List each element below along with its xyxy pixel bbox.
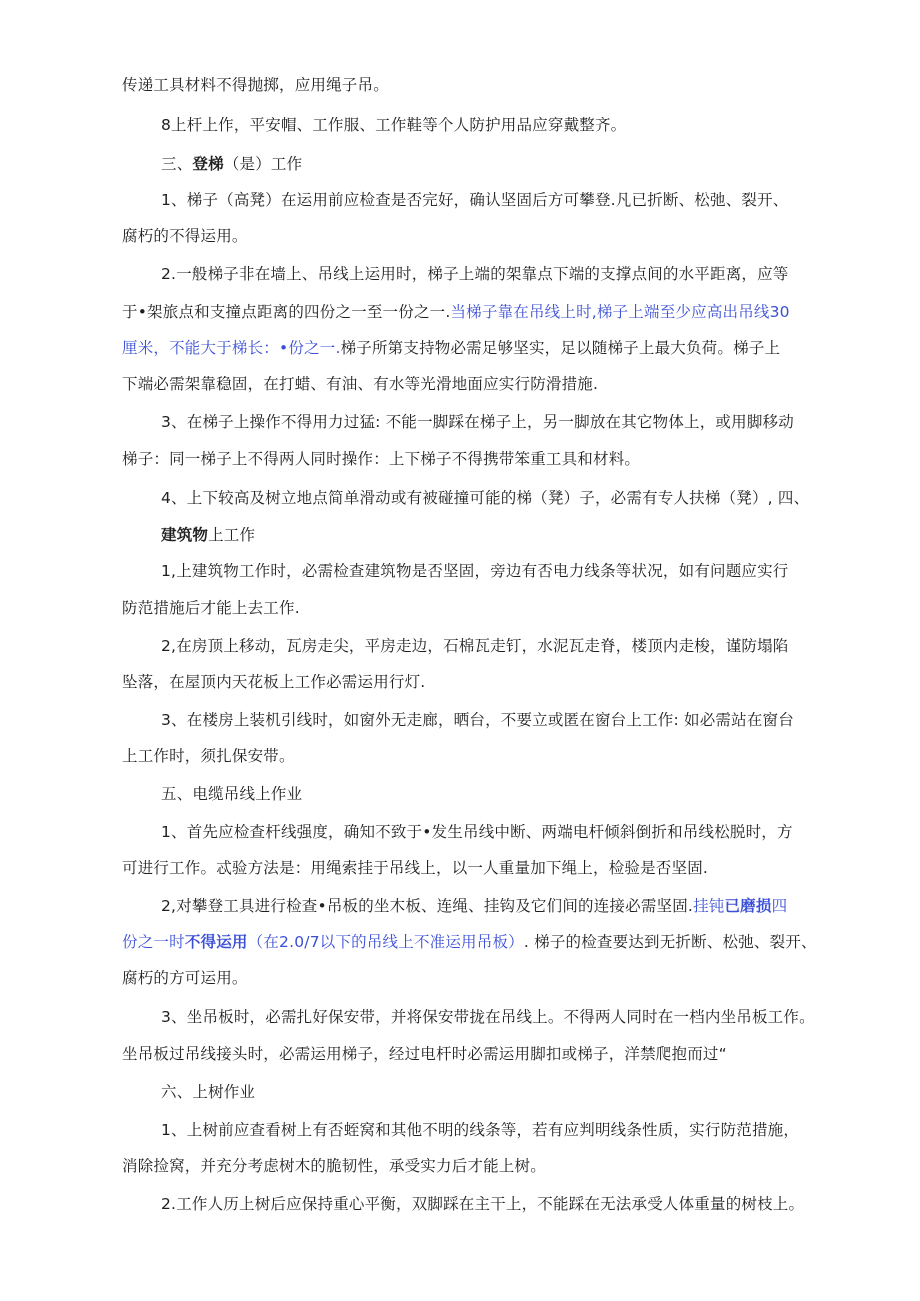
text-line (122, 74, 389, 96)
bold-text: 登梯 (192, 155, 224, 173)
text-line (122, 967, 248, 989)
text-line (122, 745, 295, 767)
text-span: 下端必需架靠稳固，在打蜡、有油、有水等光滑地面应实行防滑措施. (122, 375, 599, 393)
text-span: 六、上树作业 (161, 1083, 256, 1101)
text-span: 2.工作人历上树后应保持重心平衡，双脚踩在主干上，不能踩在无法承受人体重量的树枝上。 (161, 1195, 805, 1213)
bold-text: 建筑物 (161, 526, 209, 544)
text-line (161, 709, 794, 731)
highlight-text: 厘米，不能大于梯长：•份之一. (122, 339, 341, 357)
text-span: 2.一般梯子非在墙上、吊线上运用时，梯子上端的架靠点下端的支撑点间的水平距离，应等 (161, 265, 789, 283)
text-span: 传递工具材料不得抛掷，应用绳子吊。 (122, 76, 389, 94)
highlight-bold-text: 已磨损 (724, 897, 772, 915)
highlight-bold-text: 不得运用 (184, 933, 248, 951)
text-span: 梯子：同一梯子上不得两人同时操作：上下梯子不得携带笨重工具和材料。 (122, 450, 641, 468)
text-line (161, 411, 794, 433)
text-line (161, 487, 809, 509)
text-line (122, 448, 640, 470)
text-span: 梯子所第支持物必需足够坚实，足以随梯子上最大负荷。梯子上 (340, 339, 781, 357)
text-span: 上工作时，须扎保安带。 (122, 747, 295, 765)
section-heading (161, 783, 302, 805)
text-line (122, 857, 708, 879)
text-span: 上工作 (208, 526, 256, 544)
text-line (161, 635, 789, 657)
text-span: 于•架旅点和支撞点距离的四份之一至一份之一. (122, 303, 451, 321)
text-line (161, 1193, 804, 1215)
highlight-text: 份之一时 (122, 933, 185, 951)
text-line (161, 560, 789, 582)
text-line (161, 114, 626, 136)
text-span: 五、电缆吊线上作业 (161, 785, 303, 803)
text-span: 8上杆上作，平安帽、工作服、工作鞋等个人防护用品应穿戴整齐。 (161, 116, 627, 134)
text-line (122, 1043, 727, 1065)
text-span: 三、 (161, 155, 193, 173)
text-span: 3、坐吊板时，必需扎好保安带，并将保安带拢在吊线上。不得两人同时在一档内坐吊板工作。 (161, 1008, 815, 1026)
text-line (161, 1006, 815, 1028)
text-line (122, 931, 817, 953)
text-line (122, 225, 248, 247)
text-line (122, 301, 790, 323)
text-span: 腐朽的方可运用。 (122, 969, 248, 987)
text-span: 防范措施后才能上去工作. (122, 599, 300, 617)
text-span: 可进行工作。忒验方法是：用绳索挂于吊线上，以一人重量加下绳上，检验是否坚固. (122, 859, 709, 877)
text-span: 坠落，在屋顶内天花板上工作必需运用行灯. (122, 673, 426, 691)
text-span: 1,上建筑物工作时，必需检查建筑物是否坚固，旁边有否电力线条等状况，如有问题应实行 (161, 562, 789, 580)
text-span: 1、首先应检查杆线强度，确知不致于•发生吊线中断、两端电杆倾斜倒折和吊线松脱时，方 (161, 823, 793, 841)
highlight-text: 挂钝 (693, 897, 725, 915)
text-span: . 梯子的检查要达到无折断、松弛、裂开、 (523, 933, 817, 951)
section-heading (161, 1081, 255, 1103)
text-line (122, 337, 780, 359)
highlight-text: （在2.0/7以下的吊线上不准运用吊板） (247, 933, 524, 951)
text-line (122, 671, 425, 693)
text-span: 1、梯子（高凳）在运用前应检查是否完好，确认坚固后方可攀登.凡已折断、松弛、裂开、 (161, 191, 789, 209)
text-line (161, 821, 793, 843)
text-span: 3、在梯子上操作不得用力过猛: 不能一脚踩在梯子上，另一脚放在其它物体上，或用脚移动 (161, 413, 794, 431)
highlight-text: 当梯子靠在吊线上时,梯子上端至少应高出吊线30 (450, 303, 790, 321)
text-line (161, 189, 789, 211)
text-span: 消除捡窝，并充分考虑树木的脆韧性，承受实力后才能上树。 (122, 1157, 546, 1175)
text-span: 坐吊板过吊线接头时，必需运用梯子，经过电杆时必需运用脚扣或梯子，洋禁爬抱而过“ (122, 1045, 727, 1063)
text-line (122, 373, 598, 395)
text-line (161, 263, 789, 285)
highlight-text: 四 (771, 897, 788, 915)
section-heading (161, 524, 255, 546)
text-span: 2,对攀登工具进行检查•吊板的坐木板、连绳、挂钩及它们间的连接必需坚固. (161, 897, 694, 915)
text-span: 3、在楼房上装机引线时，如窗外无走廊，晒台，不要立或匿在窗台上工作: 如必需站在窗台 (161, 711, 794, 729)
text-span: 4、上下较高及树立地点简单滑动或有被碰撞可能的梯（凳）子，必需有专人扶梯（凳）, 四、 (161, 489, 810, 507)
text-span: （是）工作 (223, 155, 303, 173)
section-heading (161, 153, 302, 175)
text-span: 2,在房顶上移动，瓦房走尖，平房走边，石棉瓦走钉，水泥瓦走脊，楼顶内走梭，谨防塌陷 (161, 637, 789, 655)
text-line (161, 895, 787, 917)
text-span: 腐朽的不得运用。 (122, 227, 248, 245)
text-line (161, 1119, 799, 1141)
text-line (122, 597, 300, 619)
text-line (122, 1155, 546, 1177)
text-span: 1、上树前应查看树上有否蛭窝和其他不明的线条等，若有应判明线条性质，实行防范措施， (161, 1121, 800, 1139)
